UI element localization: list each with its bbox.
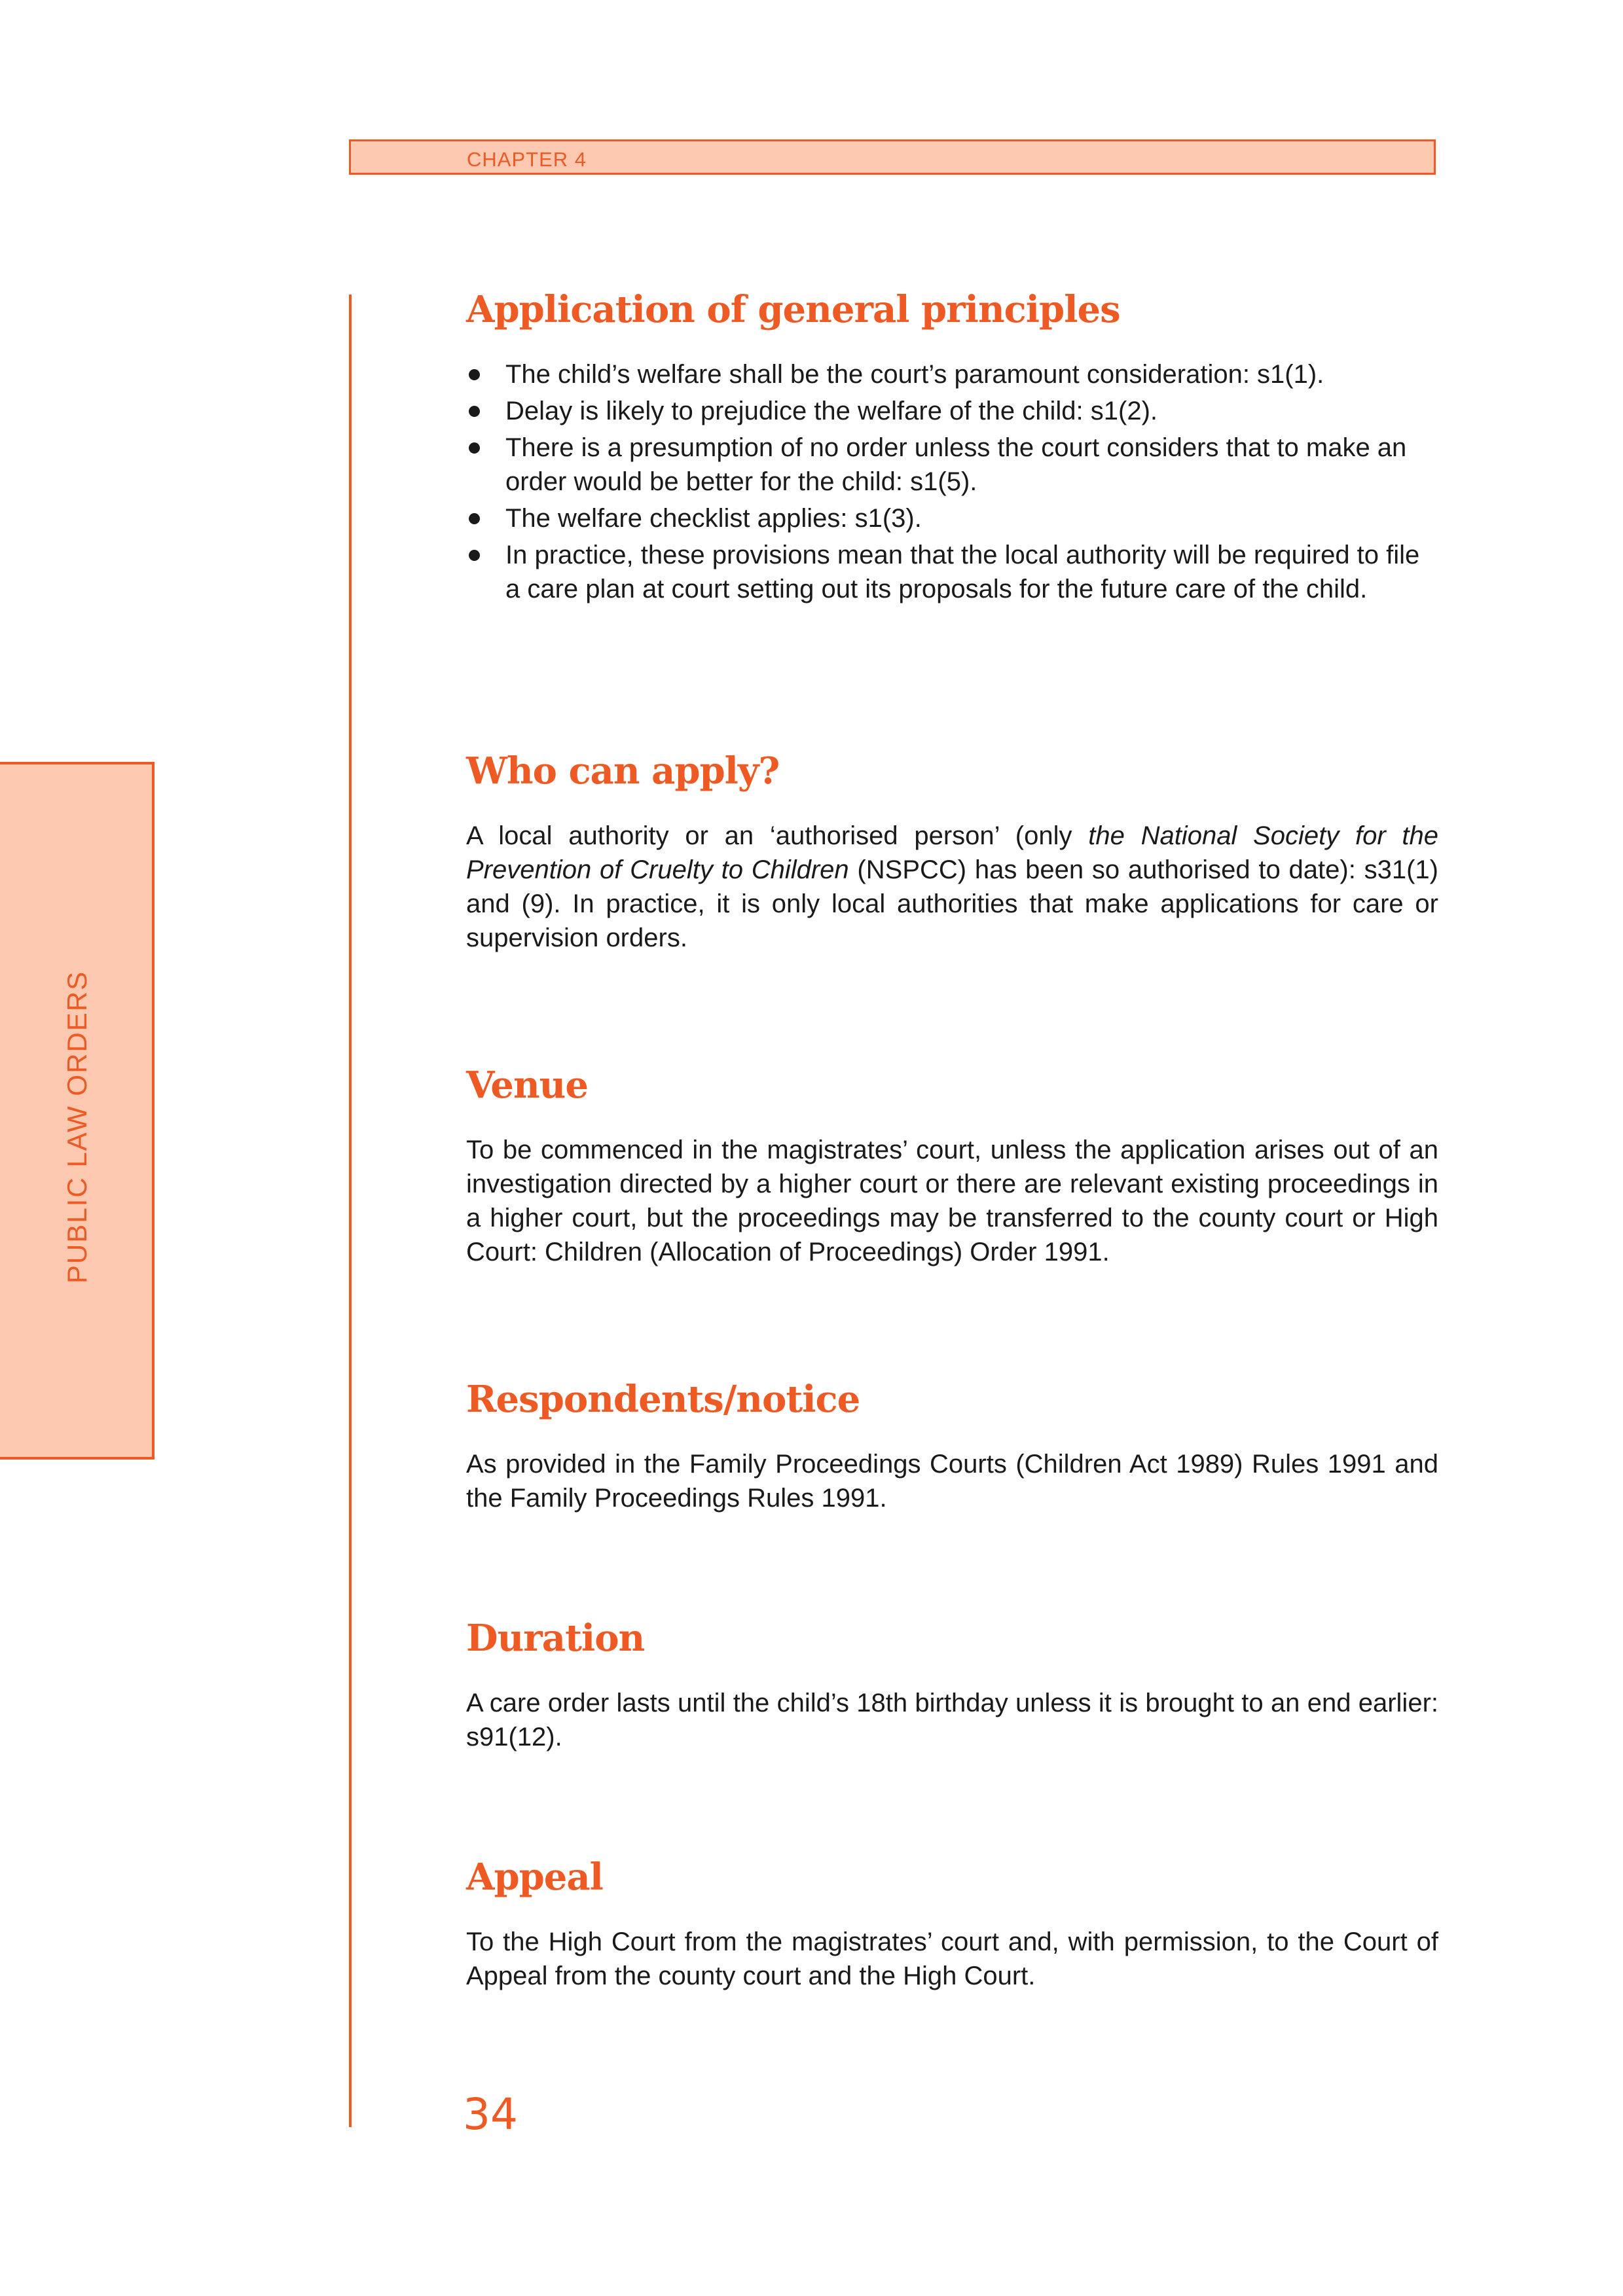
section-heading: Who can apply?	[466, 749, 780, 793]
list-item: The child’s welfare shall be the court’s paramount consideration: s1(1).	[466, 357, 1438, 391]
section-respondents	[466, 1378, 1438, 1515]
paragraph: A local authority or an ‘authorised person’ (only the National Society for the Prevention of Cruelty to Children (NSPCC) has been so authorised to date): s31(1) and (9). In practice, it is only local authorities that make applications for care or supervision orders.	[466, 821, 1438, 952]
list-item: The welfare checklist applies: s1(3).	[466, 501, 1438, 535]
principles-list	[466, 357, 1438, 606]
organisation-name: the National Society for the Prevention of Cruelty to Children	[466, 821, 1438, 884]
margin-rule	[349, 295, 352, 2127]
bullet-icon	[469, 406, 480, 417]
list-item: In practice, these provisions mean that the local authority will be required to file a care plan at court setting out its proposals for the future care of the child.	[466, 538, 1438, 606]
bullet-icon	[469, 550, 480, 561]
section-heading: Venue	[466, 1064, 588, 1107]
paragraph: A care order lasts until the child’s 18th birthday unless it is brought to an end earlier: s91(12).	[466, 1689, 1438, 1751]
bullet-icon	[469, 513, 480, 524]
bullet-icon	[469, 369, 480, 380]
section-heading: Application of general principles	[466, 288, 1120, 331]
list-item: There is a presumption of no order unless the court considers that to make an order would be better for the child: s1(5).	[466, 431, 1438, 499]
section-heading: Appeal	[466, 1856, 603, 1899]
paragraph: As provided in the Family Proceedings Courts (Children Act 1989) Rules 1991 and the Family Proceedings Rules 1991.	[466, 1450, 1438, 1513]
section-duration	[466, 1617, 1438, 1754]
section-appeal	[466, 1856, 1438, 1993]
chapter-header-bar	[349, 139, 1436, 175]
chapter-label: CHAPTER 4	[467, 148, 587, 171]
paragraph: To be commenced in the magistrates’ court, unless the application arises out of an investigation directed by a higher court or there are relevant existing proceedings in a higher court, but the proceedings may be transferred to the county court or High Court: Children (Allocation of Proceedings) Order 1991.	[466, 1136, 1438, 1266]
list-item: Delay is likely to prejudice the welfare of the child: s1(2).	[466, 394, 1438, 428]
section-venue	[466, 1064, 1438, 1269]
paragraph: To the High Court from the magistrates’ court and, with permission, to the Court of Appeal from the county court and the High Court.	[466, 1928, 1438, 1990]
section-heading: Duration	[466, 1617, 645, 1660]
section-who-can-apply	[466, 749, 1438, 955]
side-tab-label: PUBLIC LAW ORDERS	[62, 970, 92, 1284]
bullet-icon	[469, 442, 480, 454]
section-heading: Respondents/notice	[466, 1378, 860, 1421]
page-number: 34	[463, 2089, 518, 2140]
section-general-principles	[466, 288, 1438, 609]
